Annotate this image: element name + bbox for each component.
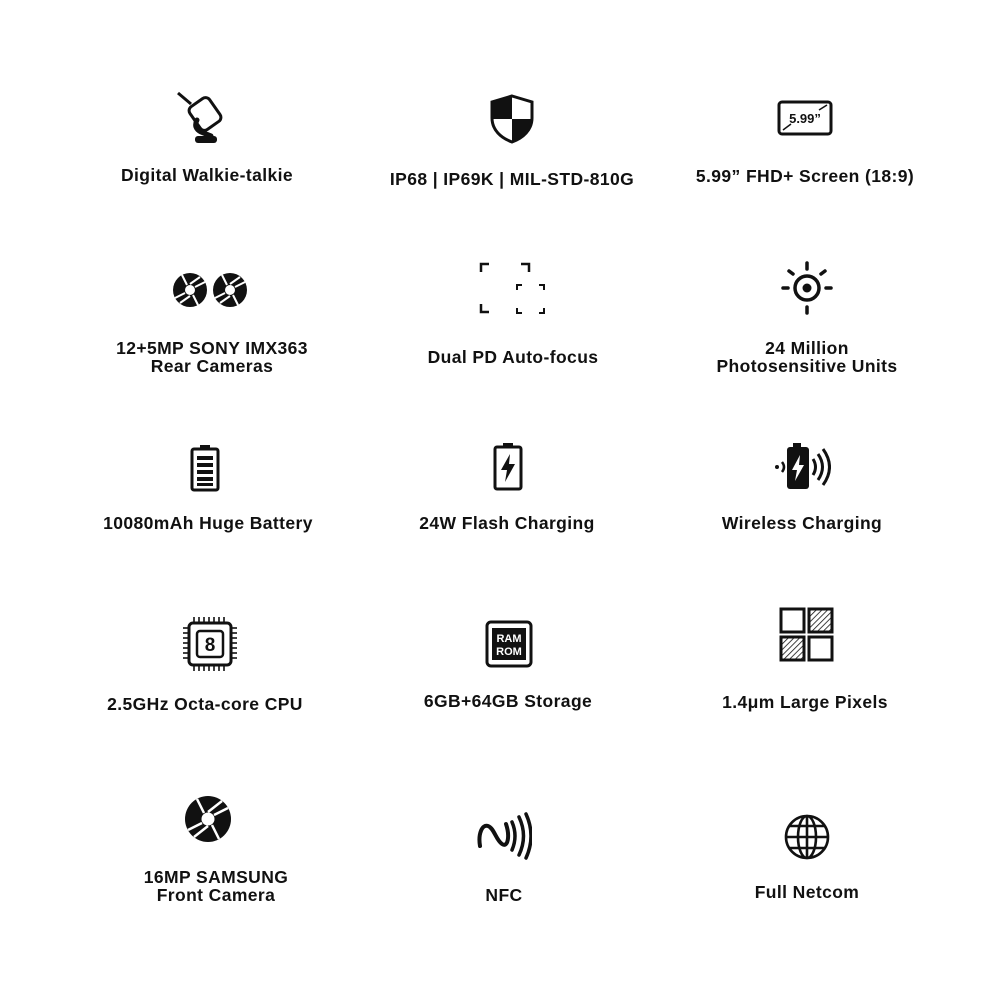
svg-text:8: 8 [204, 635, 216, 656]
feature-label: NFC [485, 885, 523, 905]
ram-rom-icon [485, 620, 533, 668]
cpu-chip-icon [181, 615, 239, 673]
feature-label: 6GB+64GB Storage [423, 691, 593, 711]
feature-label: Dual PD Auto-focus [427, 347, 599, 367]
svg-text:RAM: RAM [496, 633, 522, 645]
feature-label: 5.99” FHD+ Screen (18:9) [695, 166, 915, 186]
feature-label: 16MP SAMSUNG Front Camera [143, 867, 289, 905]
globe-icon [783, 813, 831, 861]
dual-aperture-icon [172, 270, 252, 310]
screen-size-icon [777, 100, 833, 136]
feature-label: IP68 | IP69K | MIL-STD-810G [389, 169, 635, 189]
nfc-icon [476, 812, 532, 860]
feature-label: 24W Flash Charging [419, 513, 595, 533]
feature-label: 2.5GHz Octa-core CPU [107, 694, 303, 714]
svg-text:5.99”: 5.99” [789, 111, 821, 126]
autofocus-frame-icon [479, 262, 547, 316]
aperture-icon [184, 795, 232, 843]
feature-label: 10080mAh Huge Battery [103, 513, 313, 533]
pixel-grid-icon [779, 607, 835, 663]
feature-label: Full Netcom [754, 882, 860, 902]
feature-label: 24 Million Photosensitive Units [716, 338, 898, 376]
sun-icon [781, 260, 833, 316]
feature-label: Wireless Charging [721, 513, 883, 533]
feature-label: 12+5MP SONY IMX363 Rear Cameras [116, 338, 308, 376]
flash-charging-icon [492, 442, 524, 492]
feature-label: 1.4μm Large Pixels [722, 692, 888, 712]
walkie-talkie-icon [175, 90, 231, 146]
battery-icon [190, 444, 220, 492]
wireless-charging-icon [773, 442, 831, 492]
svg-text:ROM: ROM [496, 646, 522, 658]
feature-label: Digital Walkie-talkie [120, 165, 294, 185]
shield-icon [489, 94, 535, 144]
